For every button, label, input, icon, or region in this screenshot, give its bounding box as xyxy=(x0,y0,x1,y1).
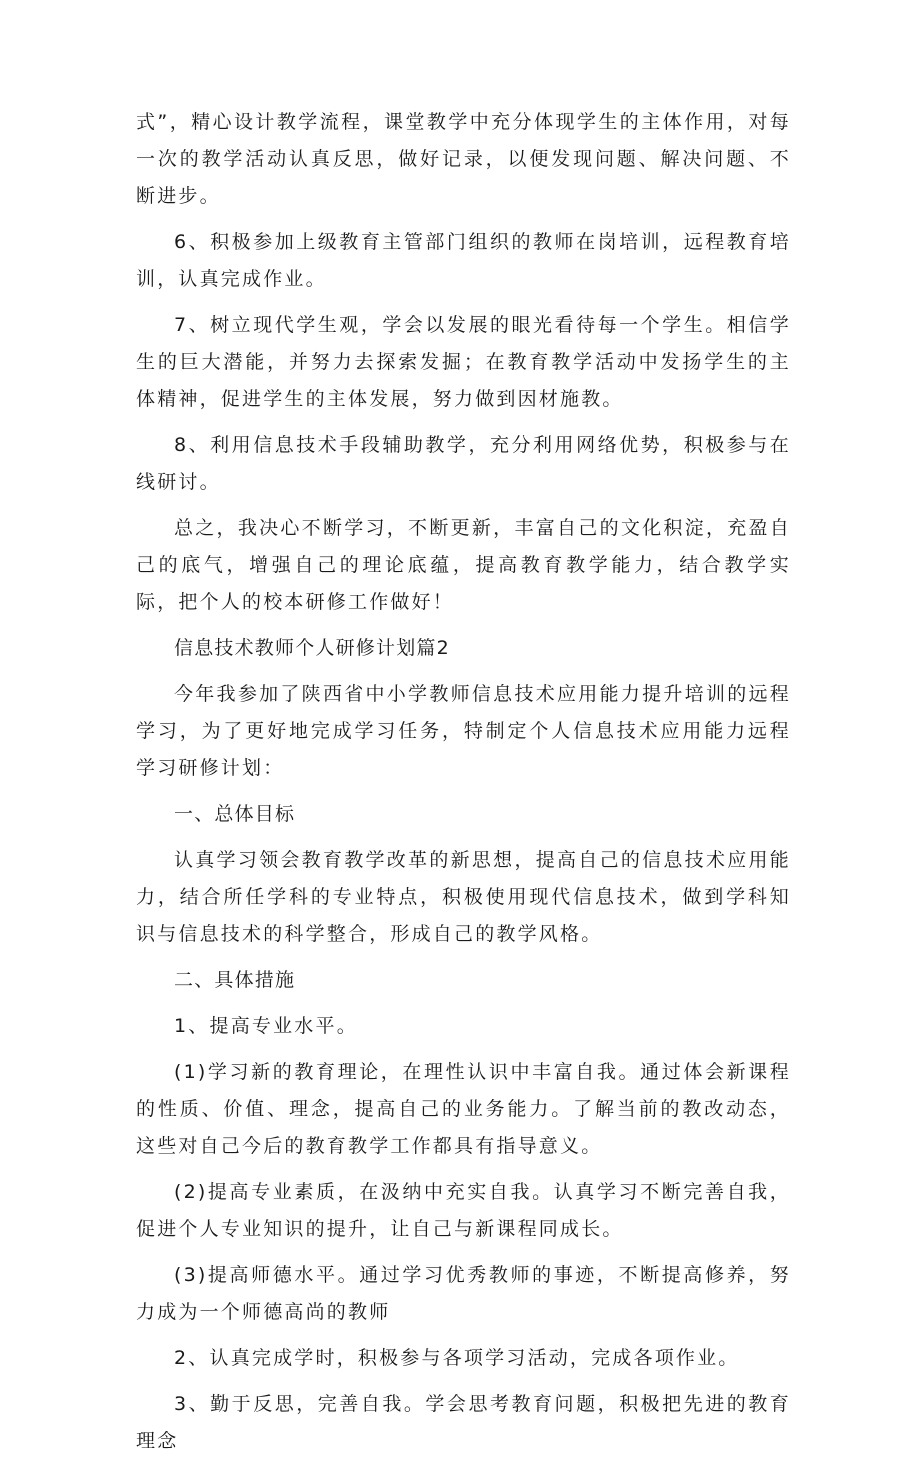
paragraph-measure-1-1: (1)学习新的教育理论，在理性认识中丰富自我。通过体会新课程的性质、价值、理念，提高自己的业务能力。了解当前的教改动态，这些对自己今后的教育教学工作都具有指导意义。 xyxy=(136,1061,791,1157)
paragraph-goal: 认真学习领会教育教学改革的新思想，提高自己的信息技术应用能力，结合所任学科的专业特点，积极使用现代信息技术，做到学科知识与信息技术的科学整合，形成自己的教学风格。 xyxy=(136,849,791,945)
paragraph-measure-1: 1、提高专业水平。 xyxy=(174,1015,358,1037)
paragraph-measure-3: 3、勤于反思，完善自我。学会思考教育问题，积极把先进的教育理念 xyxy=(136,1393,791,1452)
paragraph-measure-1-3: (3)提高师德水平。通过学习优秀教师的事迹，不断提高修养，努力成为一个师德高尚的教师 xyxy=(136,1264,791,1323)
paragraph-item-7: 7、树立现代学生观，学会以发展的眼光看待每一个学生。相信学生的巨大潜能，并努力去探索发掘；在教育教学活动中发扬学生的主体精神，促进学生的主体发展，努力做到因材施教。 xyxy=(136,314,791,410)
paragraph-summary: 总之，我决心不断学习，不断更新，丰富自己的文化积淀，充盈自己的底气，增强自己的理论底蕴，提高教育教学能力，结合教学实际，把个人的校本研修工作做好！ xyxy=(136,517,791,613)
heading-overall-goal: 一、总体目标 xyxy=(174,803,296,825)
paragraph-continuation: 式”，精心设计教学流程，课堂教学中充分体现学生的主体作用，对每一次的教学活动认真反思，做好记录，以便发现问题、解决问题、不断进步。 xyxy=(136,111,791,207)
paragraph-item-8: 8、利用信息技术手段辅助教学，充分利用网络优势，积极参与在线研讨。 xyxy=(136,434,791,493)
paragraph-item-6: 6、积极参加上级教育主管部门组织的教师在岗培训，远程教育培训，认真完成作业。 xyxy=(136,231,791,290)
paragraph-measure-1-2: (2)提高专业素质，在汲纳中充实自我。认真学习不断完善自我，促进个人专业知识的提升，让自己与新课程同成长。 xyxy=(136,1181,791,1240)
document-body xyxy=(136,104,791,1469)
paragraph-measure-2: 2、认真完成学时，积极参与各项学习活动，完成各项作业。 xyxy=(174,1347,740,1369)
section-title: 信息技术教师个人研修计划篇2 xyxy=(174,637,450,659)
paragraph-intro: 今年我参加了陕西省中小学教师信息技术应用能力提升培训的远程学习，为了更好地完成学习任务，特制定个人信息技术应用能力远程学习研修计划： xyxy=(136,683,791,779)
heading-measures: 二、具体措施 xyxy=(174,969,296,991)
